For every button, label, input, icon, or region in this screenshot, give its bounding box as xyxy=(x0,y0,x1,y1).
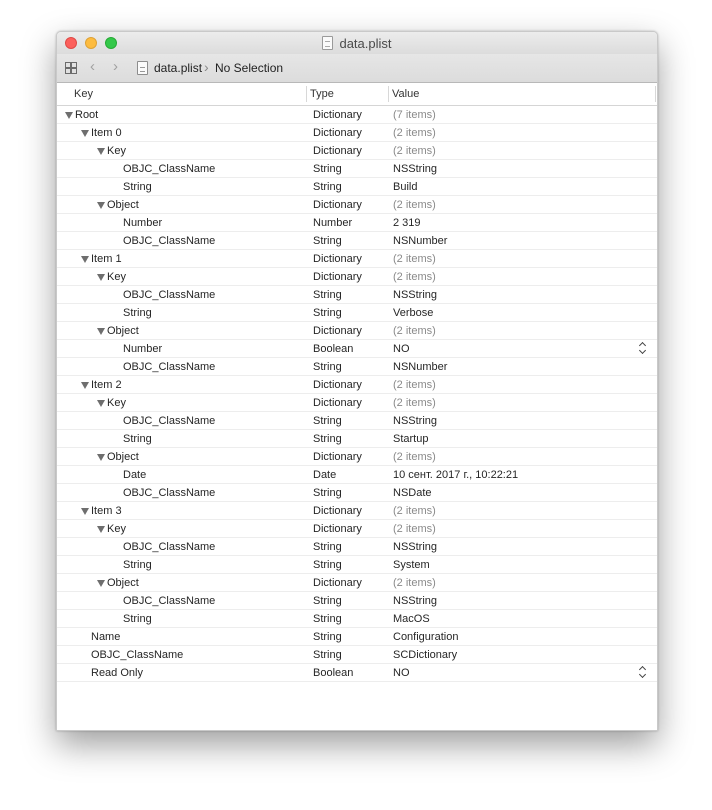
row-key[interactable]: String xyxy=(123,559,152,571)
column-divider[interactable] xyxy=(388,86,389,102)
row-type[interactable]: String xyxy=(313,289,342,301)
table-row[interactable] xyxy=(57,358,657,376)
row-key[interactable]: OBJC_ClassName xyxy=(123,361,216,373)
row-value[interactable]: Build xyxy=(393,181,418,193)
row-key[interactable]: Name xyxy=(91,631,121,643)
table-row[interactable] xyxy=(57,250,657,268)
row-value[interactable]: Configuration xyxy=(393,631,459,643)
breadcrumb-selection[interactable]: No Selection xyxy=(215,61,284,75)
table-row[interactable] xyxy=(57,592,657,610)
row-value[interactable]: 2 319 xyxy=(393,217,421,229)
row-type[interactable]: Dictionary xyxy=(313,253,362,265)
disclosure-triangle-icon[interactable] xyxy=(97,328,105,335)
row-key[interactable]: OBJC_ClassName xyxy=(91,649,184,661)
table-row[interactable] xyxy=(57,214,657,232)
row-key[interactable]: Number xyxy=(123,217,163,229)
row-value[interactable]: NSString xyxy=(393,163,438,175)
row-value: (2 items) xyxy=(393,199,436,211)
row-type[interactable]: Dictionary xyxy=(313,145,362,157)
disclosure-triangle-icon[interactable] xyxy=(65,112,73,119)
row-type[interactable]: String xyxy=(313,415,342,427)
breadcrumb-file[interactable]: data.plist xyxy=(154,61,203,75)
row-type[interactable]: Boolean xyxy=(313,667,354,679)
row-key[interactable]: String xyxy=(123,613,152,625)
column-header-type[interactable]: Type xyxy=(310,88,334,100)
row-type[interactable]: String xyxy=(313,559,342,571)
row-value[interactable]: Verbose xyxy=(393,307,434,319)
related-items-grid-icon[interactable] xyxy=(65,62,77,74)
row-type[interactable]: String xyxy=(313,595,342,607)
disclosure-triangle-icon[interactable] xyxy=(97,580,105,587)
row-type[interactable]: Dictionary xyxy=(313,109,362,121)
row-type[interactable]: Dictionary xyxy=(313,199,362,211)
column-divider[interactable] xyxy=(306,86,307,102)
row-value[interactable]: System xyxy=(393,559,430,571)
row-key[interactable]: OBJC_ClassName xyxy=(123,487,216,499)
table-row[interactable] xyxy=(57,520,657,538)
row-key[interactable]: String xyxy=(123,307,152,319)
breadcrumb-separator-icon: › xyxy=(204,59,209,75)
jump-bar xyxy=(57,54,657,83)
row-type[interactable]: String xyxy=(313,307,342,319)
row-key[interactable]: OBJC_ClassName xyxy=(123,163,216,175)
row-value: (2 items) xyxy=(393,271,436,283)
disclosure-triangle-icon[interactable] xyxy=(97,400,105,407)
row-type[interactable]: Dictionary xyxy=(313,127,362,139)
boolean-popup-chevron-icon[interactable] xyxy=(639,666,647,679)
row-type[interactable]: Dictionary xyxy=(313,379,362,391)
row-key[interactable]: Object xyxy=(107,451,139,463)
table-row[interactable] xyxy=(57,394,657,412)
row-value[interactable]: NSString xyxy=(393,595,438,607)
row-type[interactable]: String xyxy=(313,649,342,661)
row-key[interactable]: OBJC_ClassName xyxy=(123,595,216,607)
window-title-text: data.plist xyxy=(339,36,392,51)
table-row[interactable] xyxy=(57,178,657,196)
row-type[interactable]: Dictionary xyxy=(313,523,362,535)
table-row[interactable] xyxy=(57,466,657,484)
disclosure-triangle-icon[interactable] xyxy=(81,508,89,515)
row-key[interactable]: String xyxy=(123,181,152,193)
title-bar xyxy=(57,32,657,54)
table-row[interactable] xyxy=(57,646,657,664)
row-value[interactable]: Startup xyxy=(393,433,429,445)
row-key[interactable]: Key xyxy=(107,397,126,409)
row-type[interactable]: String xyxy=(313,613,342,625)
row-key[interactable]: OBJC_ClassName xyxy=(123,415,216,427)
row-key[interactable]: Object xyxy=(107,325,139,337)
row-key[interactable]: Key xyxy=(107,523,126,535)
row-key[interactable]: Item 3 xyxy=(91,505,122,517)
row-key[interactable]: Item 1 xyxy=(91,253,122,265)
row-type[interactable]: Dictionary xyxy=(313,451,362,463)
row-type[interactable]: String xyxy=(313,181,342,193)
row-value: (7 items) xyxy=(393,109,436,121)
row-key[interactable]: OBJC_ClassName xyxy=(123,289,216,301)
row-key[interactable]: Read Only xyxy=(91,667,143,679)
row-key[interactable]: String xyxy=(123,433,152,445)
row-value[interactable]: NO xyxy=(393,343,410,355)
table-row[interactable] xyxy=(57,340,657,358)
table-row[interactable] xyxy=(57,556,657,574)
disclosure-triangle-icon[interactable] xyxy=(97,202,105,209)
table-row[interactable] xyxy=(57,574,657,592)
disclosure-triangle-icon[interactable] xyxy=(97,526,105,533)
table-row[interactable] xyxy=(57,232,657,250)
row-value: (2 items) xyxy=(393,127,436,139)
row-type[interactable]: Dictionary xyxy=(313,505,362,517)
table-row[interactable] xyxy=(57,628,657,646)
row-value[interactable]: NO xyxy=(393,667,410,679)
row-type[interactable]: String xyxy=(313,433,342,445)
table-row[interactable] xyxy=(57,376,657,394)
row-value: (2 items) xyxy=(393,397,436,409)
row-type[interactable]: Dictionary xyxy=(313,271,362,283)
row-value: (2 items) xyxy=(393,523,436,535)
row-type[interactable]: String xyxy=(313,361,342,373)
table-row[interactable] xyxy=(57,502,657,520)
document-icon xyxy=(322,36,333,50)
table-row[interactable] xyxy=(57,286,657,304)
row-value: (2 items) xyxy=(393,577,436,589)
table-row[interactable] xyxy=(57,538,657,556)
disclosure-triangle-icon[interactable] xyxy=(81,256,89,263)
row-value: (2 items) xyxy=(393,145,436,157)
row-type[interactable]: String xyxy=(313,163,342,175)
table-row[interactable] xyxy=(57,304,657,322)
row-key[interactable]: Object xyxy=(107,577,139,589)
table-row[interactable] xyxy=(57,160,657,178)
row-type[interactable]: String xyxy=(313,541,342,553)
row-value[interactable]: NSString xyxy=(393,415,438,427)
column-divider xyxy=(655,86,656,102)
row-value: (2 items) xyxy=(393,253,436,265)
row-type[interactable]: Dictionary xyxy=(313,577,362,589)
disclosure-triangle-icon[interactable] xyxy=(97,148,105,155)
row-type[interactable]: String xyxy=(313,487,342,499)
table-row[interactable] xyxy=(57,448,657,466)
row-value: (2 items) xyxy=(393,505,436,517)
table-row[interactable] xyxy=(57,106,657,124)
row-value[interactable]: MacOS xyxy=(393,613,430,625)
disclosure-triangle-icon[interactable] xyxy=(81,130,89,137)
column-header xyxy=(57,83,657,106)
column-header-key[interactable]: Key xyxy=(74,88,93,100)
disclosure-triangle-icon[interactable] xyxy=(81,382,89,389)
row-type[interactable]: Date xyxy=(313,469,337,481)
row-key[interactable]: Key xyxy=(107,145,126,157)
plist-editor-window xyxy=(56,31,658,731)
row-key[interactable]: OBJC_ClassName xyxy=(123,541,216,553)
row-value[interactable]: NSString xyxy=(393,289,438,301)
plist-outline xyxy=(57,106,657,682)
row-value[interactable]: NSDate xyxy=(393,487,432,499)
row-value[interactable]: SCDictionary xyxy=(393,649,458,661)
disclosure-triangle-icon[interactable] xyxy=(97,274,105,281)
back-chevron-icon[interactable]: ‹ xyxy=(90,58,95,75)
row-key[interactable]: Key xyxy=(107,271,126,283)
table-row[interactable] xyxy=(57,142,657,160)
row-type[interactable]: String xyxy=(313,235,342,247)
disclosure-triangle-icon[interactable] xyxy=(97,454,105,461)
row-value: (2 items) xyxy=(393,451,436,463)
table-row[interactable] xyxy=(57,124,657,142)
table-row[interactable] xyxy=(57,610,657,628)
row-type[interactable]: Boolean xyxy=(313,343,354,355)
row-key[interactable]: Item 2 xyxy=(91,379,122,391)
row-type[interactable]: Dictionary xyxy=(313,325,362,337)
boolean-popup-chevron-icon[interactable] xyxy=(639,342,647,355)
row-type[interactable]: Number xyxy=(313,217,353,229)
row-value: (2 items) xyxy=(393,379,436,391)
table-row[interactable] xyxy=(57,430,657,448)
row-value[interactable]: NSString xyxy=(393,541,438,553)
row-value[interactable]: NSNumber xyxy=(393,361,448,373)
table-row[interactable] xyxy=(57,322,657,340)
window-title xyxy=(57,36,657,51)
row-key[interactable]: Date xyxy=(123,469,147,481)
row-key[interactable]: Item 0 xyxy=(91,127,122,139)
row-value: (2 items) xyxy=(393,325,436,337)
plist-file-icon xyxy=(137,61,148,75)
row-value[interactable]: 10 сент. 2017 г., 10:22:21 xyxy=(393,469,519,481)
table-row[interactable] xyxy=(57,412,657,430)
table-row[interactable] xyxy=(57,664,657,682)
table-row[interactable] xyxy=(57,196,657,214)
row-type[interactable]: String xyxy=(313,631,342,643)
row-key[interactable]: Object xyxy=(107,199,139,211)
table-row[interactable] xyxy=(57,484,657,502)
row-key[interactable]: Root xyxy=(75,109,99,121)
row-key[interactable]: Number xyxy=(123,343,163,355)
table-row[interactable] xyxy=(57,268,657,286)
row-key[interactable]: OBJC_ClassName xyxy=(123,235,216,247)
row-type[interactable]: Dictionary xyxy=(313,397,362,409)
forward-chevron-icon[interactable]: › xyxy=(113,58,118,75)
column-header-value[interactable]: Value xyxy=(392,88,420,100)
row-value[interactable]: NSNumber xyxy=(393,235,448,247)
